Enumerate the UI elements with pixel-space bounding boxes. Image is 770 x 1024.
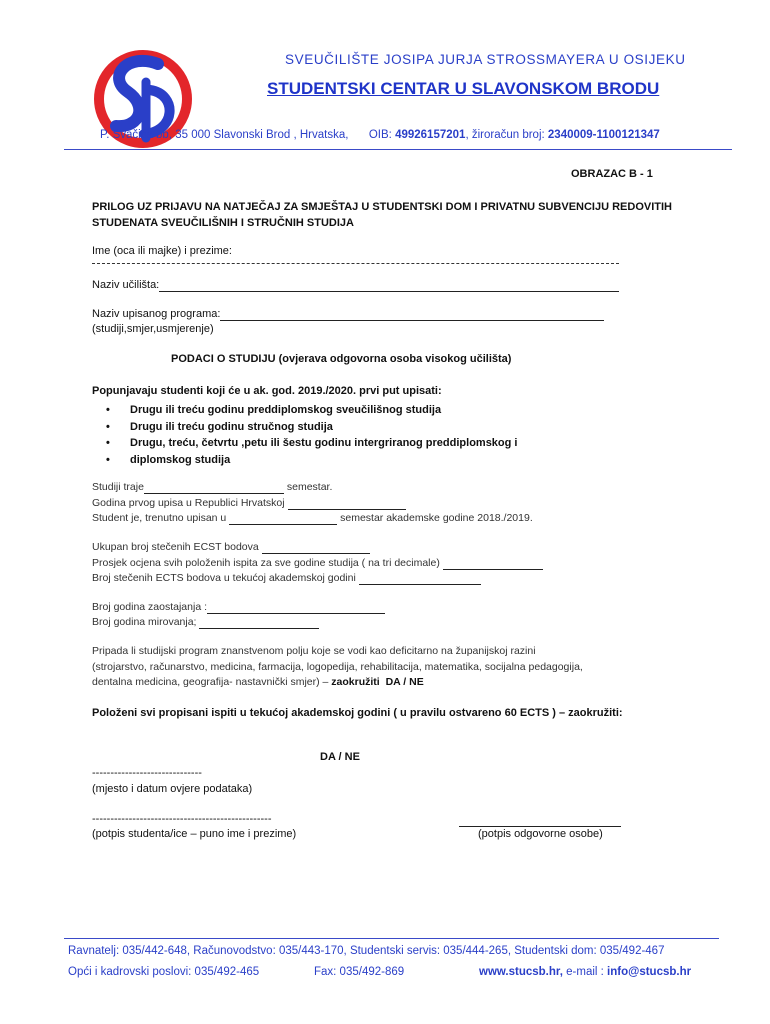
student-sign-label: (potpis studenta/ice – puno ime i prezime) [92,828,297,840]
form-code: OBRAZAC B - 1 [571,168,653,180]
program-field[interactable] [220,308,604,321]
university-name: SVEUČILIŠTE JOSIPA JURJA STROSSMAYERA U OSIJEKU [285,52,686,67]
years-behind-label: Broj godina zaostajanja : [92,601,207,613]
first-enroll-row [92,497,406,510]
ects-total-label: Ukupan broj stečenih ECST bodova [92,541,259,553]
program-hint: (studiji,smjer,usmjerenje) [92,323,214,335]
list-item: • Drugu, treću, četvrtu ,petu ili šestu godinu intergriranog preddiplomskog i [104,435,517,452]
enroll-intro: Popunjavaju studenti koji će u ak. god. 2019./2020. prvi put upisati: [92,385,442,397]
oib-value: 49926157201 [395,129,466,141]
exams-passed-label: Položeni svi propisani ispiti u tekućoj akademskoj godini ( u pravilu ostvareno 60 ECTS ) – zaokružiti: [92,707,623,719]
years-behind-field[interactable] [207,601,385,614]
parent-name-label: Ime (oca ili majke) i prezime: [92,245,232,257]
school-label: Naziv učilišta: [92,279,160,291]
deficit-circle-instruction: zaokružiti [331,676,380,688]
header-divider [64,149,732,150]
study-duration-field[interactable] [144,481,284,494]
grade-avg-label: Prosjek ocjena svih položenih ispita za sve godine studija ( na tri decimale) [92,557,440,569]
study-duration-row [92,481,332,494]
list-item: • diplomskog studija [104,452,517,469]
ects-current-field[interactable] [359,572,481,585]
ects-total-row [92,541,370,554]
list-item: • Drugu ili treću godinu stručnog studija [104,419,517,436]
email-label: e-mail : [562,966,608,978]
current-semester-label: Student je, trenutno upisan u [92,512,227,524]
address-text: P. Svačića bb, 35 000 Slavonski Brod , Hrvatska, [100,129,349,141]
official-sign-label: (potpis odgovorne osobe) [478,828,603,840]
deficit-line-3-row [92,676,424,688]
footer-hr: Opći i kadrovski poslovi: 035/492-465 [68,966,260,978]
account-value: 2340009-1100121347 [547,129,660,141]
footer-web-email [479,966,691,978]
deficit-options[interactable]: DA / NE [385,676,424,688]
years-behind-row [92,601,385,614]
center-name: STUDENTSKI CENTAR U SLAVONSKOM BRODU [267,79,660,98]
parent-name-field[interactable] [92,263,619,264]
current-semester-field[interactable] [229,512,337,525]
list-item: • Drugu ili treću godinu preddiplomskog sveučilišnog studija [104,402,517,419]
first-enroll-field[interactable] [288,497,406,510]
oib-label: OIB: [368,129,392,141]
grade-avg-row [92,557,543,570]
website-link[interactable]: www.stucsb.hr, [479,966,563,978]
program-label: Naziv upisanog programa: [92,308,221,320]
years-rest-field[interactable] [199,616,319,629]
current-semester-suffix: semestar akademske godine 2018./2019. [340,512,533,524]
ects-current-row [92,572,481,585]
exams-options[interactable]: DA / NE [320,751,360,763]
deficit-line-2: (strojarstvo, računarstvo, medicina, farmacija, logopedija, rehabilitacija, matematika, socijalna pedagogija, [92,661,583,673]
section-title: PODACI O STUDIJU (ovjerava odgovorna osoba visokog učilišta) [171,353,512,365]
official-sign-line[interactable] [459,826,621,827]
account-label: , žiroračun broj: [465,129,545,141]
ects-total-field[interactable] [262,541,370,554]
study-duration-suffix: semestar. [286,481,333,493]
study-duration-label: Studiji traje [92,481,144,493]
footer-divider [64,938,719,939]
program-row [92,308,604,321]
footer-fax: Fax: 035/492-869 [314,966,405,978]
school-row [92,279,619,292]
enroll-bullet-list [104,402,517,468]
place-date-dashes[interactable]: ------------------------------ [92,767,202,779]
school-field[interactable] [159,279,619,292]
form-title: PRILOG UZ PRIJAVU NA NATJEČAJ ZA SMJEŠTAJ U STUDENTSKI DOM I PRIVATNU SUBVENCIJU REDOVITIH STUDENATA SVEUČILIŠNIH I STRUČNIH STUDIJA [92,201,672,229]
student-sign-dashes[interactable]: ------------------------------------------------- [92,813,272,825]
deficit-line-1: Pripada li studijski program znanstvenom polju koje se vodi kao deficitarno na županijskoj razini [92,645,536,657]
grade-avg-field[interactable] [443,557,543,570]
first-enroll-label: Godina prvog upisa u Republici Hrvatskoj [92,497,285,509]
ects-current-label: Broj stečenih ECTS bodova u tekućoj akademskoj godini [92,572,356,584]
deficit-line-3: dentalna medicina, geografija- nastavnički smjer) – [92,676,329,688]
years-rest-label: Broj godina mirovanja; [92,616,197,628]
address-line [100,129,660,141]
footer-contacts: Ravnatelj: 035/442-648, Računovodstvo: 035/443-170, Studentski servis: 035/444-265, Studentski dom: 035/492-467 [68,945,665,957]
years-rest-row [92,616,319,629]
place-date-label: (mjesto i datum ovjere podataka) [92,783,253,795]
email-link[interactable]: info@stucsb.hr [607,966,692,978]
current-semester-row [92,512,533,525]
